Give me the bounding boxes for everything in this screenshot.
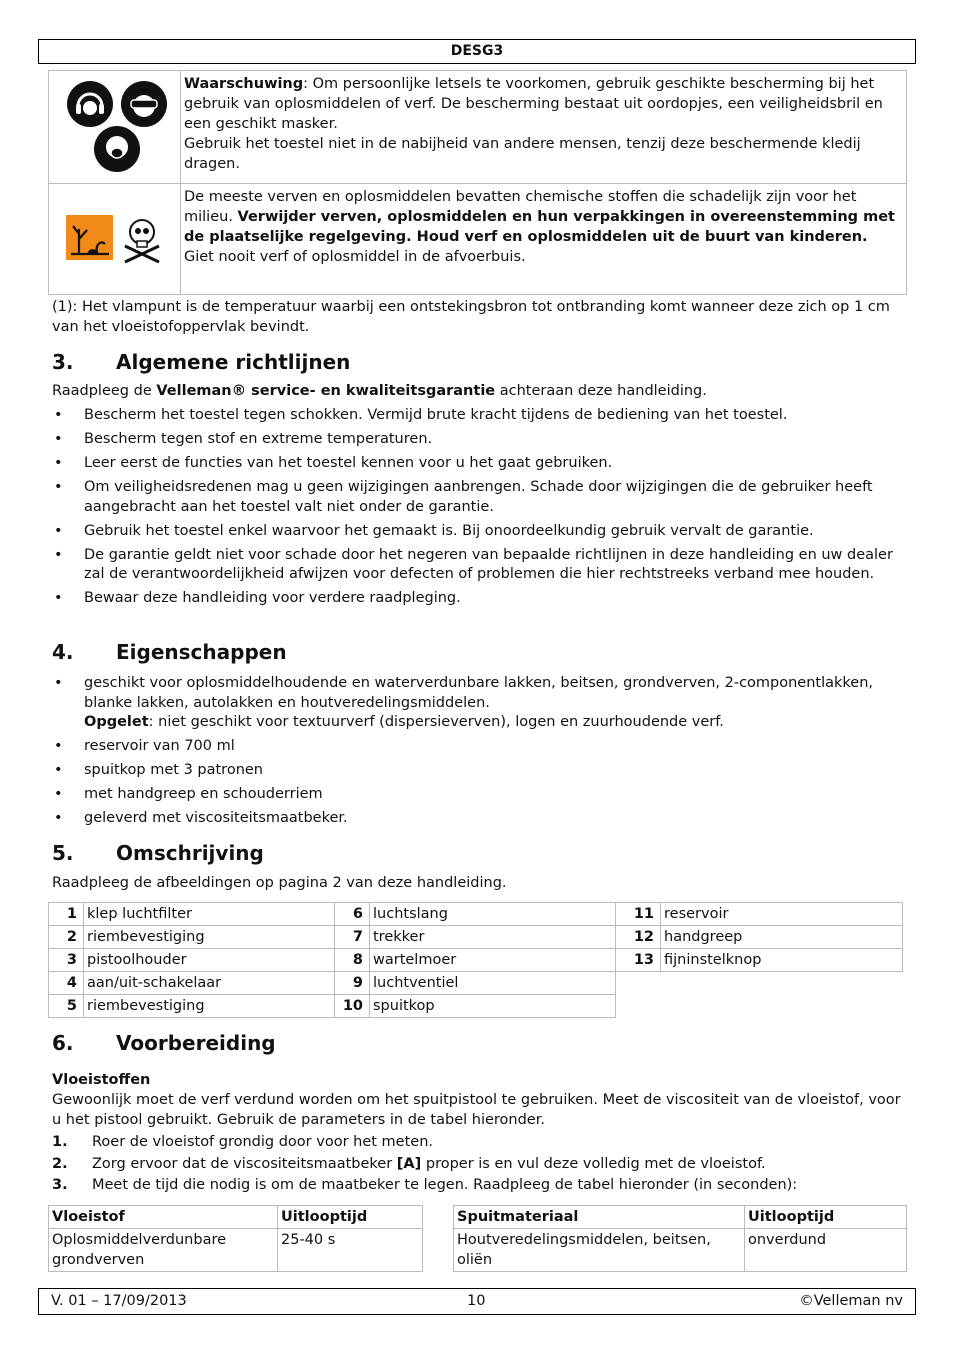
list-item: • geleverd met viscositeitsmaatbeker. xyxy=(52,809,902,829)
list-item: • Leer eerst de functies van het toestel kennen voor u het gaat gebruiken. xyxy=(52,454,902,474)
environment-hazard-icon xyxy=(49,184,180,290)
section-4-list xyxy=(52,674,902,833)
table-row: Spuitmateriaal Uitlooptijd xyxy=(454,1206,907,1229)
table-row: Houtveredelingsmiddelen, beitsen, oliën onverdund xyxy=(454,1229,907,1272)
section-6-heading: 6. Voorbereiding xyxy=(52,1031,276,1055)
section-4-heading: 4. Eigenschappen xyxy=(52,640,287,664)
table-row: Vloeistof Uitlooptijd xyxy=(49,1206,423,1229)
table-row: 5 riembevestiging 10 spuitkop xyxy=(49,995,903,1018)
step-item: 3. Meet de tijd die nodig is om de maatbeker te legen. Raadpleeg de tabel hieronder (in seconden): xyxy=(52,1177,798,1193)
steps-list xyxy=(52,1132,902,1197)
list-item: • Gebruik het toestel enkel waarvoor het gemaakt is. Bij onoordeelkundig gebruik vervalt de garantie. xyxy=(52,522,902,542)
ppe-icons-cell xyxy=(49,71,181,184)
section-3-heading: 3. Algemene richtlijnen xyxy=(52,350,351,374)
subsection-title: Vloeistoffen xyxy=(52,1072,151,1088)
table-row: 1 klep luchtfilter 6 luchtslang 11 reservoir xyxy=(49,903,903,926)
section-3-list xyxy=(52,406,902,613)
hazard-icons-cell xyxy=(49,184,181,295)
viscosity-table-2 xyxy=(453,1205,907,1272)
table-row: 4 aan/uit-schakelaar 9 luchtventiel xyxy=(49,972,903,995)
step-item: 1. Roer de vloeistof grondig door voor het meten. xyxy=(52,1134,433,1150)
document-header: DESG3 xyxy=(38,39,916,64)
list-item: • De garantie geldt niet voor schade door het negeren van bepaalde richtlijnen in deze handleiding en uw dealer zal de verantwoordelijkheid afwijzen voor defecten of problemen die hier rechtstreeks verband mee houden. xyxy=(52,546,902,585)
list-item: • met handgreep en schouderriem xyxy=(52,785,902,805)
table-row: 3 pistoolhouder 8 wartelmoer 13 fijninstelknop xyxy=(49,949,903,972)
table-row: Oplosmiddelverdunbare grondverven 25-40 s xyxy=(49,1229,423,1272)
protective-gear-icon xyxy=(49,71,180,179)
warning-text-1: Waarschuwing: Om persoonlijke letsels te voorkomen, gebruik geschikte bescherming bij het gebruik van oplosmiddelen of verf. De bescherming bestaat uit oordopjes, een veiligheidsbril en een geschikt masker. Gebruik het toestel niet in de nabijheid van andere mensen, tenzij deze beschermende kledij dragen. xyxy=(181,71,907,184)
warning-text-2: De meeste verven en oplosmiddelen bevatten chemische stoffen die schadelijk zijn voor het milieu. Verwijder verven, oplosmiddelen en hun verpakkingen in overeenstemming met de plaatselijke regelgeving. Houd verf en oplosmiddelen uit de buurt van kinderen. Giet nooit verf of oplosmiddel in de afvoerbuis. xyxy=(181,184,907,295)
list-item: • Bescherm tegen stof en extreme temperaturen. xyxy=(52,430,902,450)
list-item: • reservoir van 700 ml xyxy=(52,737,902,757)
step-item: 2. Zorg ervoor dat de viscositeitsmaatbeker [A] proper is en vul deze volledig met de vloeistof. xyxy=(52,1155,766,1172)
list-item: • Om veiligheidsredenen mag u geen wijzigingen aanbrengen. Schade door wijzigingen die de gebruiker heeft aangebracht aan het toestel valt niet onder de garantie. xyxy=(52,478,902,517)
copyright-label: ©Velleman nv xyxy=(799,1293,903,1309)
list-item: • spuitkop met 3 patronen xyxy=(52,761,902,781)
page-number: 10 xyxy=(467,1293,486,1309)
parts-table xyxy=(48,902,903,1018)
table-row: 2 riembevestiging 7 trekker 12 handgreep xyxy=(49,926,903,949)
document-footer xyxy=(38,1288,916,1315)
section-5-intro: Raadpleeg de afbeeldingen op pagina 2 van deze handleiding. xyxy=(52,875,507,891)
skull-icon xyxy=(125,220,159,262)
viscosity-table-1 xyxy=(48,1205,423,1272)
footnote: (1): Het vlampunt is de temperatuur waarbij een ontstekingsbron tot ontbranding komt wanneer deze zich op 1 cm van het vloeistofoppervlak bevindt. xyxy=(52,299,890,335)
section-3-intro: Raadpleeg de Velleman® service- en kwaliteitsgarantie achteraan deze handleiding. xyxy=(52,383,707,399)
section-6-intro: Gewoonlijk moet de verf verdund worden om het spuitpistool te gebruiken. Meet de viscositeit van de vloeistof, voor u het pistool gebruikt. Gebruik de parameters in de tabel hieronder. xyxy=(52,1092,901,1128)
list-item: • geschikt voor oplosmiddelhoudende en waterverdunbare lakken, beitsen, grondverven, 2-componentlakken, blanke lakken, autolakken en houtveredelingsmiddelen. Opgelet: niet geschikt voor textuurverf (dispersieverven), logen en zuurhoudende verf. xyxy=(52,674,902,733)
list-item: • Bewaar deze handleiding voor verdere raadpleging. xyxy=(52,589,902,609)
list-item: • Bescherm het toestel tegen schokken. Vermijd brute kracht tijdens de bediening van het toestel. xyxy=(52,406,902,426)
version-label: V. 01 – 17/09/2013 xyxy=(51,1293,187,1309)
warning-table xyxy=(48,70,907,295)
section-5-heading: 5. Omschrijving xyxy=(52,841,264,865)
